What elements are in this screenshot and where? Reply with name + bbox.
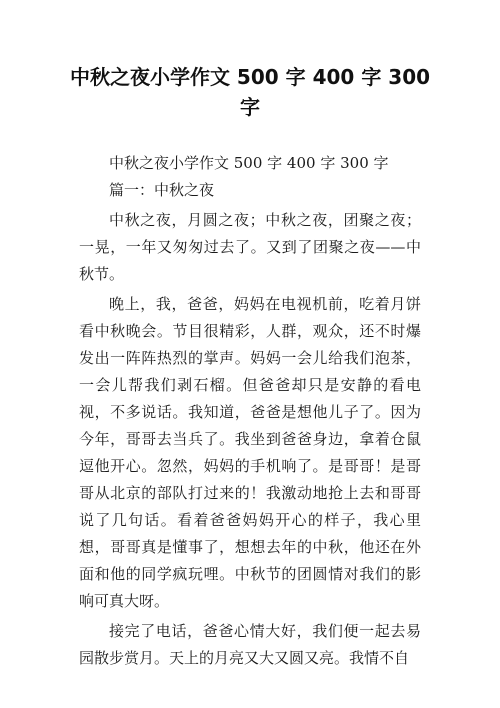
paragraph-subtitle: 中秋之夜小学作文 500 字 400 字 300 字 — [109, 154, 389, 172]
paragraph-intro: 中秋之夜，月圆之夜；中秋之夜，团聚之夜；一晃，一年又匆匆过去了。又到了团聚之夜——中秋节。 — [79, 211, 421, 283]
paragraph-after-call: 接完了电话，爸爸心情大好，我们便一起去易园散步赏月。天上的月亮又大又圆又亮。我情不自 — [79, 622, 421, 667]
title-line-2: 字 — [240, 95, 260, 119]
document-title — [60, 62, 440, 122]
title-line-1: 中秋之夜小学作文 500 字 400 字 300 — [69, 65, 431, 89]
paragraph-evening: 晚上，我，爸爸，妈妈在电视机前，吃着月饼看中秋晚会。节目很精彩，人群，观众，还不时爆发出一阵阵热烈的掌声。妈妈一会儿给我们泡茶，一会儿帮我们剥石榴。但爸爸却只是安静的看电视，不多说话。我知道，爸爸是想他儿子了。因为今年，哥哥去当兵了。我坐到爸爸身边，拿着仓鼠逗他开心。忽然，妈妈的手机响了。是哥哥！是哥哥从北京的部队打过来的！我激动地抢上去和哥哥说了几句话。看着爸爸妈妈开心的样子，我心里想，哥哥真是懂事了，想想去年的中秋，他还在外面和他的同学疯玩哩。中秋节的团圆情对我们的影响可真大呀。 — [79, 295, 421, 610]
document-body — [79, 150, 421, 672]
paragraph-section-heading: 篇一：中秋之夜 — [109, 181, 215, 199]
